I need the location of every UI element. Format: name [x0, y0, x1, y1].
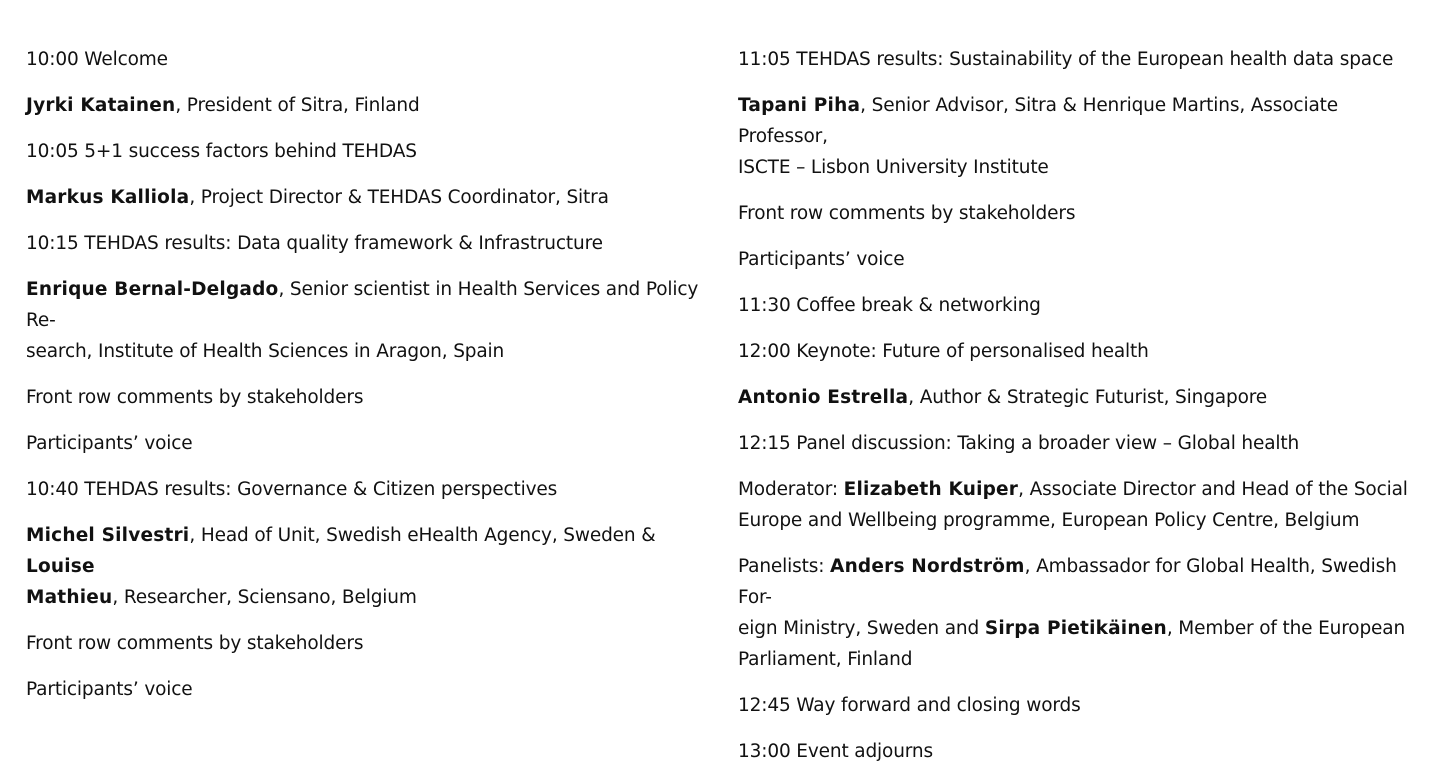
panelists: [738, 551, 1428, 675]
agenda-item-participants-1: Participants’ voice: [26, 433, 193, 454]
speaker-role-cont: eign Ministry, Sweden and: [738, 618, 985, 639]
speaker-role-2: , Member of the European: [1166, 618, 1406, 639]
speaker-role: , Ambassador for Global Health, Swedish For-: [738, 556, 1397, 608]
speaker-silvestri-mathieu: [26, 520, 716, 613]
agenda-item-coffee-break: 11:30 Coffee break & networking: [738, 295, 1041, 316]
speaker-name: Elizabeth Kuiper: [843, 479, 1019, 500]
speaker-name-2: Sirpa Pietikäinen: [984, 618, 1167, 639]
speaker-name: Tapani Piha: [738, 95, 861, 116]
speaker-role-cont: search, Institute of Health Sciences in Aragon, Spain: [26, 341, 505, 362]
agenda-item-data-quality: 10:15 TEHDAS results: Data quality framework & Infrastructure: [26, 233, 603, 254]
speaker-name: Anders Nordström: [830, 556, 1025, 577]
moderator-label: Moderator:: [738, 479, 844, 500]
speaker-name: Antonio Estrella: [738, 387, 909, 408]
speaker-piha: [738, 90, 1428, 183]
agenda-item-front-row-1: Front row comments by stakeholders: [26, 387, 364, 408]
speaker-role-cont: Europe and Wellbeing programme, European Policy Centre, Belgium: [738, 510, 1360, 531]
speaker-kalliola: [26, 182, 716, 213]
speaker-role: , President of Sitra, Finland: [175, 95, 420, 116]
speaker-role-cont: ISCTE – Lisbon University Institute: [738, 157, 1049, 178]
agenda-item-panel: 12:15 Panel discussion: Taking a broader view – Global health: [738, 433, 1300, 454]
speaker-role: , Author & Strategic Futurist, Singapore: [908, 387, 1268, 408]
agenda-item-governance: 10:40 TEHDAS results: Governance & Citizen perspectives: [26, 479, 558, 500]
agenda-item-front-row-3: Front row comments by stakeholders: [738, 203, 1076, 224]
speaker-bernal-delgado: [26, 274, 716, 367]
speaker-name: Jyrki Katainen: [26, 95, 176, 116]
speaker-role: , Project Director & TEHDAS Coordinator, Sitra: [189, 187, 609, 208]
speaker-role-2: , Researcher, Sciensano, Belgium: [112, 587, 417, 608]
panelists-label: Panelists:: [738, 556, 831, 577]
speaker-katainen: [26, 90, 716, 121]
agenda-item-front-row-2: Front row comments by stakeholders: [26, 633, 364, 654]
agenda-item-participants-3: Participants’ voice: [738, 249, 905, 270]
speaker-estrella: [738, 382, 1428, 413]
agenda-item-adjourns: 13:00 Event adjourns: [738, 741, 933, 762]
agenda-item-keynote: 12:00 Keynote: Future of personalised health: [738, 341, 1149, 362]
speaker-role-2-cont: Parliament, Finland: [738, 649, 913, 670]
speaker-name: Enrique Bernal-Delgado: [26, 279, 279, 300]
agenda-left-column: [26, 44, 716, 720]
speaker-role: , Associate Director and Head of the Social: [1018, 479, 1408, 500]
agenda-right-column: [738, 44, 1428, 782]
agenda-item-success-factors: 10:05 5+1 success factors behind TEHDAS: [26, 141, 417, 162]
agenda-item-welcome: 10:00 Welcome: [26, 49, 168, 70]
speaker-role: , Senior scientist in Health Services and Policy Re-: [26, 279, 699, 331]
agenda-item-sustainability: 11:05 TEHDAS results: Sustainability of the European health data space: [738, 49, 1394, 70]
speaker-role: , Senior Advisor, Sitra & Henrique Martins, Associate Professor,: [738, 95, 1338, 147]
agenda-item-participants-2: Participants’ voice: [26, 679, 193, 700]
speaker-role: , Head of Unit, Swedish eHealth Agency, Sweden &: [189, 525, 656, 546]
speaker-name-2: Louise: [26, 556, 95, 577]
moderator-kuiper: [738, 474, 1428, 536]
agenda-item-way-forward: 12:45 Way forward and closing words: [738, 695, 1081, 716]
speaker-name: Markus Kalliola: [26, 187, 190, 208]
speaker-name-2-cont: Mathieu: [26, 587, 113, 608]
speaker-name: Michel Silvestri: [26, 525, 190, 546]
